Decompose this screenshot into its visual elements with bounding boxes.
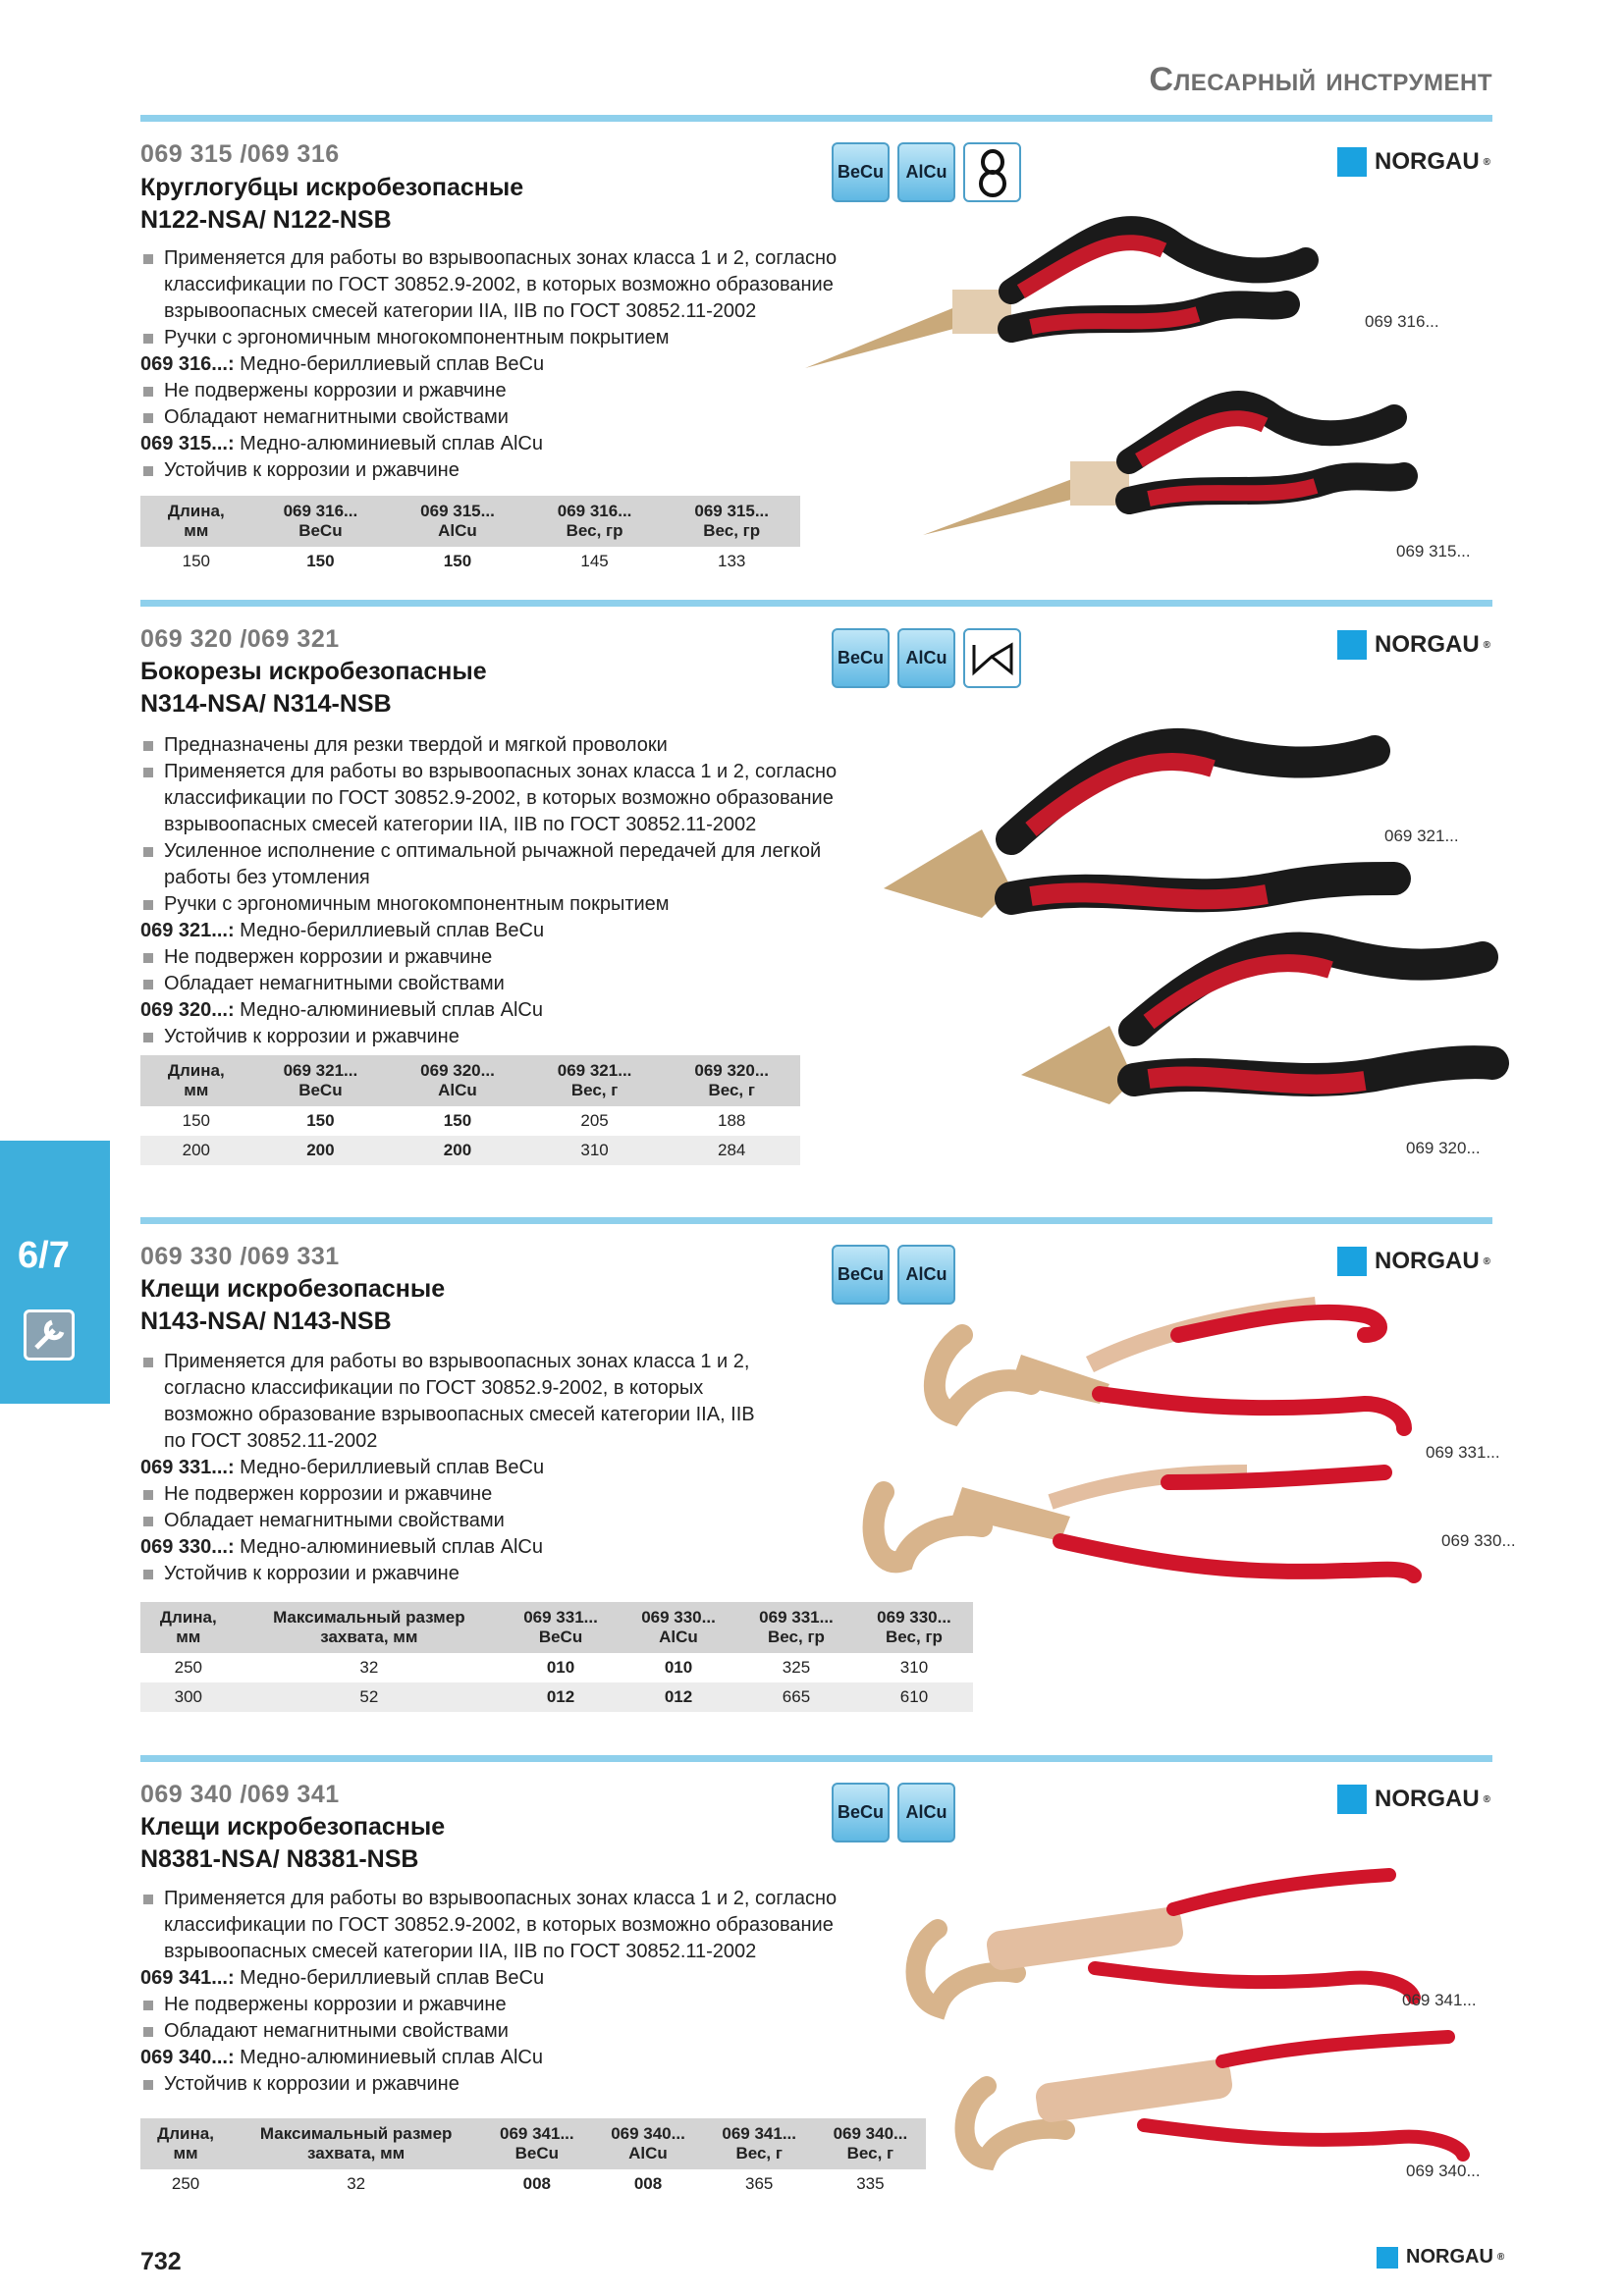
list-item: Применяется для работы во взрывоопасных зонах класса 1 и 2, согласно классификации по ГОСТ 30852.9-2002, в которых возможно образование взрывоопасных смесей категории IIA, IIB по ГОСТ 30852.11-2002 xyxy=(140,1349,769,1455)
table-row xyxy=(140,1653,973,1682)
col-header: 069 320... Вес, г xyxy=(663,1055,800,1106)
table-cell: 32 xyxy=(347,2174,366,2193)
product-model: N143-NSA/ N143-NSB xyxy=(140,1308,392,1335)
table-cell: 150 xyxy=(182,552,210,570)
col-header: 069 340... Вес, г xyxy=(815,2118,926,2169)
col-header: Максимальный размер захвата, мм xyxy=(231,2118,481,2169)
table-cell: 325 xyxy=(782,1658,811,1677)
list-item: Ручки с эргономичным многокомпонентным покрытием xyxy=(140,325,887,351)
brand-logo: NORGAU ® xyxy=(1337,630,1490,660)
list-item: Применяется для работы во взрывоопасных зонах класса 1 и 2, согласно классификации по ГОСТ 30852.9-2002, в которых возможно образование взрывоопасных смесей категории IIA, IIB по ГОСТ 30852.11-2002 xyxy=(140,245,887,325)
brand-logo: NORGAU ® xyxy=(1337,1785,1490,1814)
list-item: Не подвержен коррозии и ржавчине xyxy=(140,1481,769,1508)
table-row xyxy=(140,2169,926,2199)
col-header: 069 340... AlCu xyxy=(592,2118,703,2169)
image-label: 069 330... xyxy=(1441,1531,1516,1550)
product-title xyxy=(140,172,523,237)
product-title-line1: Клещи искробезопасные xyxy=(140,1813,446,1841)
table-cell: 150 xyxy=(443,552,472,570)
section-divider xyxy=(140,115,1492,122)
becu-badge: BeCu xyxy=(832,628,890,688)
col-header: Длина, мм xyxy=(140,1602,237,1653)
feature-list xyxy=(140,245,887,484)
table-row xyxy=(140,1106,800,1136)
alcu-badge: AlCu xyxy=(897,628,955,688)
product-title-line1: Круглогубцы искробезопасные xyxy=(140,174,524,201)
col-header: 069 330... AlCu xyxy=(620,1602,737,1653)
table-cell: 012 xyxy=(502,1682,620,1712)
col-header: 069 341... Вес, г xyxy=(704,2118,815,2169)
feature-list xyxy=(140,1349,769,1587)
table-cell: 32 xyxy=(359,1658,379,1677)
col-header: 069 320... AlCu xyxy=(389,1055,526,1106)
material-badges xyxy=(832,142,1021,202)
col-header: Длина, мм xyxy=(140,2118,231,2169)
material-line: 069 340...: Медно-алюминиевый сплав AlCu xyxy=(140,2047,543,2068)
footer-brand-logo: NORGAU ® xyxy=(1377,2246,1504,2269)
product-code: 069 315 /069 316 xyxy=(140,140,340,168)
table-cell: 150 xyxy=(306,1111,335,1130)
brand-square-icon xyxy=(1337,630,1367,660)
brand-name: NORGAU xyxy=(1375,148,1480,175)
image-label: 069 321... xyxy=(1384,827,1459,845)
image-label: 069 315... xyxy=(1396,542,1471,561)
round-nose-pliers-image xyxy=(795,221,1424,545)
section-divider xyxy=(140,600,1492,607)
list-item: Усиленное исполнение с оптимальной рычажной передачей для легкой работы без утомления xyxy=(140,838,887,891)
product-title-line1: Клещи искробезопасные xyxy=(140,1275,446,1303)
wrench-icon xyxy=(24,1309,75,1361)
list-item: Обладают немагнитными свойствами xyxy=(140,404,887,431)
col-header: 069 315... AlCu xyxy=(389,496,526,547)
table-cell: 200 xyxy=(252,1136,390,1165)
spec-table xyxy=(140,1602,973,1712)
col-header: 069 330... Вес, гр xyxy=(855,1602,973,1653)
product-code: 069 340 /069 341 xyxy=(140,1781,340,1808)
table-cell: 010 xyxy=(546,1658,575,1677)
brand-square-icon xyxy=(1337,1247,1367,1276)
table-cell: 665 xyxy=(737,1682,855,1712)
spec-table xyxy=(140,1055,800,1165)
table-cell: 145 xyxy=(580,552,609,570)
list-item: Устойчив к коррозии и ржавчине xyxy=(140,2071,887,2098)
alcu-badge: AlCu xyxy=(897,1245,955,1305)
product-title-line1: Бокорезы искробезопасные xyxy=(140,658,487,685)
col-header: 069 316... BeCu xyxy=(252,496,390,547)
table-cell: 250 xyxy=(174,1658,202,1677)
table-cell: 300 xyxy=(140,1682,237,1712)
list-item: Обладает немагнитными свойствами xyxy=(140,1508,769,1534)
list-item: Не подвержен коррозии и ржавчине xyxy=(140,944,887,971)
side-cutter-icon xyxy=(963,628,1021,688)
product-title xyxy=(140,1811,445,1876)
image-label: 069 320... xyxy=(1406,1139,1481,1157)
list-item: Устойчив к коррозии и ржавчине xyxy=(140,1561,769,1587)
feature-list xyxy=(140,732,887,1050)
table-cell: 200 xyxy=(140,1136,252,1165)
table-cell: 008 xyxy=(522,2174,551,2193)
becu-badge: BeCu xyxy=(832,142,890,202)
table-cell: 310 xyxy=(526,1136,664,1165)
table-cell: 365 xyxy=(745,2174,774,2193)
image-label: 069 331... xyxy=(1426,1443,1500,1462)
table-cell: 188 xyxy=(718,1111,746,1130)
material-line: 069 315...: Медно-алюминиевый сплав AlCu xyxy=(140,433,543,454)
chapter-tab[interactable] xyxy=(0,1141,110,1404)
feature-list xyxy=(140,1886,887,2098)
table-cell: 008 xyxy=(633,2174,663,2193)
spec-table xyxy=(140,496,800,576)
table-cell: 150 xyxy=(306,552,335,570)
table-header-row xyxy=(140,2118,926,2169)
col-header: 069 341... BeCu xyxy=(481,2118,592,2169)
table-cell: 52 xyxy=(237,1682,502,1712)
product-model: N8381-NSA/ N8381-NSB xyxy=(140,1845,419,1873)
material-line: 069 316...: Медно-бериллиевый сплав BeCu xyxy=(140,353,545,375)
list-item: Не подвержены коррозии и ржавчине xyxy=(140,378,887,404)
table-cell: 010 xyxy=(664,1658,693,1677)
list-item: Ручки с эргономичным многокомпонентным покрытием xyxy=(140,891,887,918)
material-line: 069 330...: Медно-алюминиевый сплав AlCu xyxy=(140,1536,543,1558)
image-label: 069 341... xyxy=(1402,1991,1477,2009)
brand-logo: NORGAU ® xyxy=(1337,147,1490,177)
table-row xyxy=(140,1682,973,1712)
spec-table xyxy=(140,2118,926,2199)
product-code: 069 320 /069 321 xyxy=(140,625,340,653)
table-header-row xyxy=(140,1055,800,1106)
col-header: Длина, мм xyxy=(140,1055,252,1106)
brand-logo: NORGAU ® xyxy=(1337,1247,1490,1276)
col-header: 069 321... Вес, г xyxy=(526,1055,664,1106)
list-item: Устойчив к коррозии и ржавчине xyxy=(140,1024,887,1050)
table-header-row xyxy=(140,1602,973,1653)
material-line: 069 331...: Медно-бериллиевый сплав BeCu xyxy=(140,1457,545,1478)
side-cutter-image xyxy=(864,692,1532,1104)
material-line: 069 321...: Медно-бериллиевый сплав BeCu xyxy=(140,920,545,941)
col-header: 069 331... BeCu xyxy=(502,1602,620,1653)
table-header-row xyxy=(140,496,800,547)
section-divider xyxy=(140,1217,1492,1224)
table-cell: 335 xyxy=(856,2174,885,2193)
page-number: 732 xyxy=(140,2248,182,2275)
col-header: Длина, мм xyxy=(140,496,252,547)
col-header: 069 315... Вес, гр xyxy=(663,496,800,547)
list-item: Устойчив к коррозии и ржавчине xyxy=(140,457,887,484)
table-cell: 250 xyxy=(171,2174,200,2193)
product-title xyxy=(140,656,487,721)
brand-name: NORGAU xyxy=(1375,631,1480,658)
page-title: Слесарный инструмент xyxy=(1149,61,1492,98)
table-cell: 284 xyxy=(663,1136,800,1165)
becu-badge: BeCu xyxy=(832,1245,890,1305)
image-label: 069 316... xyxy=(1365,312,1439,331)
col-header: 069 316... Вес, гр xyxy=(526,496,664,547)
table-cell: 150 xyxy=(182,1111,210,1130)
list-item: Предназначены для резки твердой и мягкой проволоки xyxy=(140,732,887,759)
image-label: 069 340... xyxy=(1406,2162,1481,2180)
table-cell: 205 xyxy=(580,1111,609,1130)
table-row xyxy=(140,1136,800,1165)
product-model: N314-NSA/ N314-NSB xyxy=(140,690,392,718)
list-item: Применяется для работы во взрывоопасных зонах класса 1 и 2, согласно классификации по ГОСТ 30852.9-2002, в которых возможно образование взрывоопасных смесей категории IIA, IIB по ГОСТ 30852.11-2002 xyxy=(140,759,887,838)
groove-joint-pliers-image xyxy=(898,1860,1507,2174)
list-item: Применяется для работы во взрывоопасных зонах класса 1 и 2, согласно классификации по ГОСТ 30852.9-2002, в которых возможно образование взрывоопасных смесей категории IIA, IIB по ГОСТ 30852.11-2002 xyxy=(140,1886,887,1965)
product-title xyxy=(140,1273,445,1338)
table-cell: 610 xyxy=(855,1682,973,1712)
brand-name: NORGAU xyxy=(1375,1786,1480,1812)
table-cell: 150 xyxy=(443,1111,472,1130)
chapter-number: 6/7 xyxy=(18,1235,70,1276)
col-header: 069 321... BeCu xyxy=(252,1055,390,1106)
col-header: Максимальный размер захвата, мм xyxy=(237,1602,502,1653)
list-item: Не подвержены коррозии и ржавчине xyxy=(140,1992,887,2018)
material-line: 069 320...: Медно-алюминиевый сплав AlCu xyxy=(140,999,543,1021)
table-cell: 133 xyxy=(718,552,746,570)
list-item: Обладает немагнитными свойствами xyxy=(140,971,887,997)
becu-badge: BeCu xyxy=(832,1783,890,1842)
table-cell: 310 xyxy=(899,1658,929,1677)
alcu-badge: AlCu xyxy=(897,142,955,202)
list-item: Обладают немагнитными свойствами xyxy=(140,2018,887,2045)
water-pump-pliers-image xyxy=(854,1296,1522,1590)
round-nose-icon xyxy=(963,142,1021,202)
col-header: 069 331... Вес, гр xyxy=(737,1602,855,1653)
material-line: 069 341...: Медно-бериллиевый сплав BeCu xyxy=(140,1967,545,1989)
material-badges xyxy=(832,628,1021,688)
material-badges xyxy=(832,1783,955,1842)
brand-square-icon xyxy=(1337,1785,1367,1814)
alcu-badge: AlCu xyxy=(897,1783,955,1842)
section-divider xyxy=(140,1755,1492,1762)
brand-name: NORGAU xyxy=(1406,2246,1493,2268)
product-model: N122-NSA/ N122-NSB xyxy=(140,206,392,234)
table-row xyxy=(140,547,800,576)
brand-name: NORGAU xyxy=(1375,1248,1480,1274)
table-cell: 200 xyxy=(389,1136,526,1165)
brand-square-icon xyxy=(1377,2247,1398,2269)
product-code: 069 330 /069 331 xyxy=(140,1243,340,1270)
table-cell: 012 xyxy=(620,1682,737,1712)
brand-square-icon xyxy=(1337,147,1367,177)
